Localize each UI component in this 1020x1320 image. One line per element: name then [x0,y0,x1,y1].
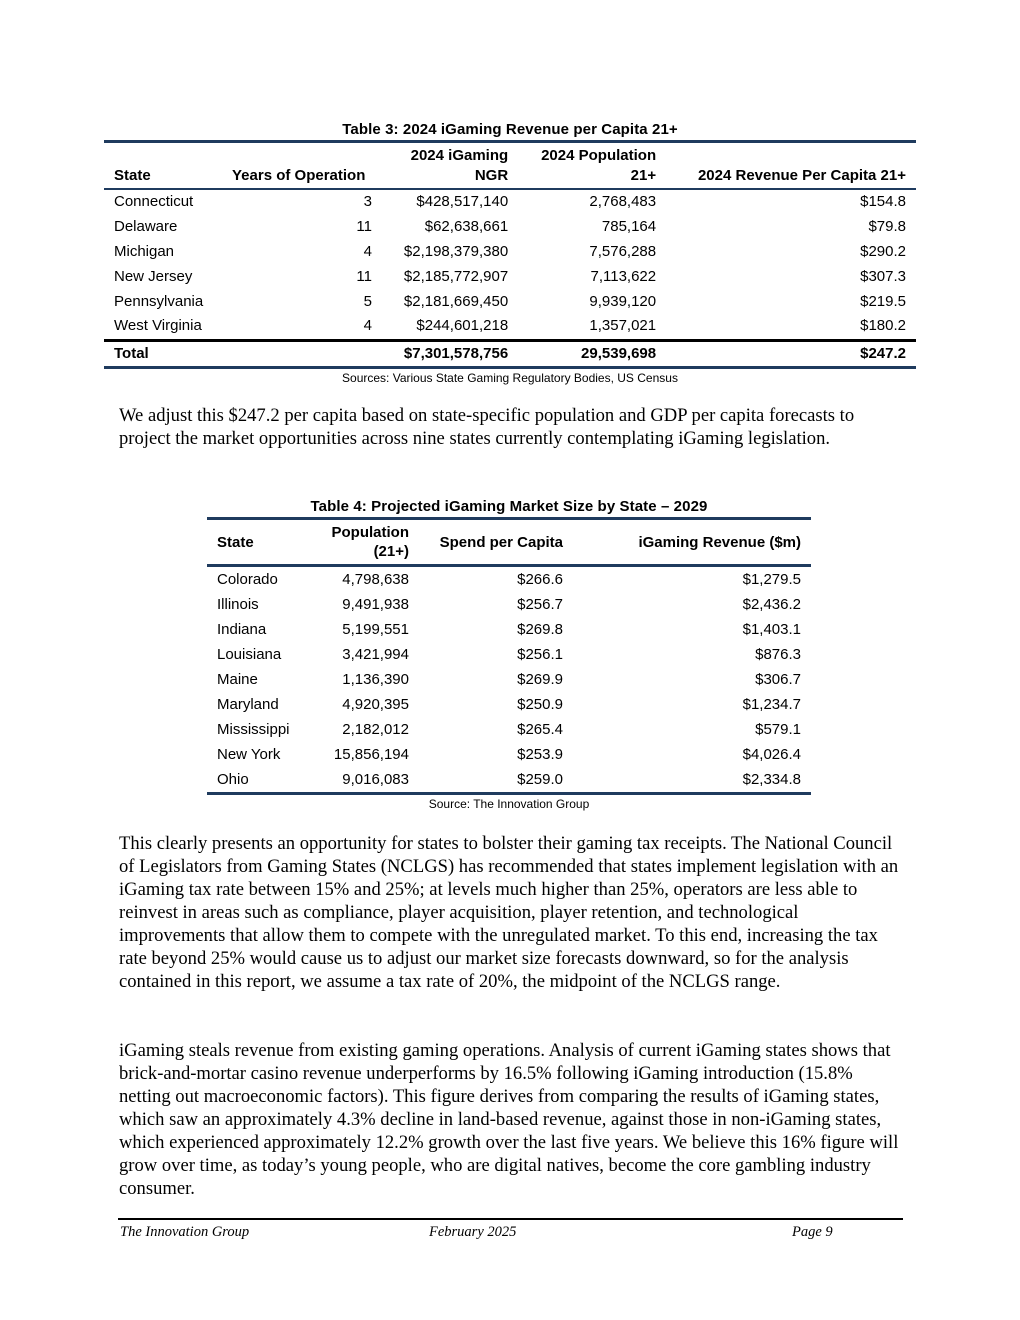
cell-spend: $250.9 [517,696,563,713]
footer-date: February 2025 [429,1224,517,1240]
cell-population: 1,136,390 [342,671,409,688]
cell-state: Colorado [217,571,278,588]
cell-population: 1,357,021 [589,317,657,335]
body-paragraph-2: This clearly presents an opportunity for states to bolster their gaming tax receipts. The National Council of Legislators from Gaming States (NCLGS) has recommended that states implement legislation with an iGaming tax rate between 15% and 25%; at levels much higher than 25%, operators are less able to reinvest in areas such as compliance, player acquisition, player retention, and technological improvements that allow them to compete with the unregulated market. To this end, increasing the tax rate beyond 25% would cause us to adjust our market size forecasts downward, so for the analysis contained in this report, we assume a tax rate of 20%, the midpoint of the NCLGS range. [119,833,899,992]
cell-population: 7,113,622 [590,267,657,285]
cell-spend: $259.0 [419,767,573,794]
col-header-state: State [207,520,307,566]
cell-state: Louisiana [217,646,282,663]
table-4-caption: Table 4: Projected iGaming Market Size by State – 2029 [310,498,708,515]
cell-state: Michigan [114,242,175,260]
col-header-pop-line2: 21+ [630,167,657,184]
table-row [207,667,811,692]
body-paragraph-1: We adjust this $247.2 per capita based on state-specific population and GDP per capita forecasts to project the market opportunities across nine states currently contemplating iGaming legislation. [119,405,855,449]
table-3 [104,121,916,385]
cell-years: 3 [363,193,372,211]
body-paragraph-3: iGaming steals revenue from existing gaming operations. Analysis of current iGaming states shows that brick-and-mortar casino revenue underperforms by 16.5% following iGaming introduction (15.8% netting out macroeconomic factors). This figure derives from comparing the results of iGaming states, which saw an approximately 4.3% decline in land-based revenue, against those in non-iGaming states, which experienced approximately 12.2% growth over the last five years. We believe this 16% figure will grow over time, as today’s young people, who are digital natives, become the core gambling industry consumer. [119,1040,899,1199]
cell-spend: $269.9 [517,671,563,688]
cell-ngr: $428,517,140 [416,193,509,211]
table-row [207,742,811,767]
cell-state: West Virginia [114,317,202,335]
cell-state: Connecticut [114,193,194,211]
col-header-pop-line2: (21+) [373,543,409,560]
cell-population: 9,016,083 [307,767,419,794]
cell-revenue: $876.3 [755,646,801,663]
col-header-population [307,520,419,566]
cell-state: New York [217,746,281,763]
cell-spend: $269.8 [517,621,563,638]
cell-state: Ohio [207,767,307,794]
col-header-spend: Spend per Capita [419,520,573,566]
table-row [207,566,811,593]
cell-per-capita: $180.2 [860,317,906,335]
cell-spend: $265.4 [517,721,563,738]
table-header-row [104,143,916,189]
table-row [207,692,811,717]
cell-state: New Jersey [114,267,193,285]
cell-revenue: $306.7 [755,671,801,688]
cell-state: Maryland [217,696,279,713]
cell-total-years [222,340,382,367]
table-4 [207,498,811,811]
cell-revenue: $1,403.1 [742,621,801,638]
col-header-state: State [104,143,222,189]
col-header-ngr-line1: 2024 iGaming [410,147,509,164]
table-row [207,617,811,642]
cell-total-population: 29,539,698 [518,340,666,367]
table-3-grid [104,140,916,369]
cell-population: 7,576,288 [589,242,657,260]
cell-per-capita: $219.5 [860,292,906,310]
cell-population: 2,768,483 [589,193,657,211]
cell-population: 3,421,994 [342,646,409,663]
footer-page-number: Page 9 [792,1224,833,1240]
cell-population: 15,856,194 [333,746,409,763]
cell-ngr: $62,638,661 [424,218,509,236]
table-row [207,717,811,742]
table-header-row [207,520,811,566]
cell-state: Indiana [217,621,267,638]
cell-population: 5,199,551 [342,621,409,638]
cell-spend: $266.6 [517,571,563,588]
cell-revenue: $2,334.8 [573,767,811,794]
footer-organization: The Innovation Group [120,1224,250,1240]
cell-population: 4,920,395 [342,696,409,713]
cell-total-per-capita: $247.2 [666,340,916,367]
table-3-source: Sources: Various State Gaming Regulatory Bodies, US Census [342,370,678,385]
cell-spend: $253.9 [517,746,563,763]
col-header-per-capita: 2024 Revenue Per Capita 21+ [666,143,916,189]
cell-years: 4 [363,317,372,335]
cell-state: Pennsylvania [114,292,204,310]
col-header-ngr [382,143,518,189]
table-row [104,215,916,240]
cell-population: 9,491,938 [342,596,409,613]
table-3-caption: Table 3: 2024 iGaming Revenue per Capita 21+ [342,121,678,138]
cell-ngr: $2,181,669,450 [403,292,509,310]
col-header-years: Years of Operation [222,143,382,189]
cell-revenue: $579.1 [755,721,801,738]
cell-total-label: Total [104,340,222,367]
col-header-population [518,143,666,189]
cell-state: Maine [217,671,258,688]
cell-state: Mississippi [217,721,290,738]
cell-revenue: $1,234.7 [742,696,801,713]
cell-state: Delaware [114,218,178,236]
col-header-pop-line1: 2024 Population [541,147,657,164]
table-total-row [104,340,916,367]
cell-population: 9,939,120 [589,292,657,310]
table-row [104,240,916,265]
cell-total-ngr: $7,301,578,756 [382,340,518,367]
cell-years: 11 [356,218,372,236]
table-row [207,642,811,667]
cell-ngr: $244,601,218 [416,317,509,335]
cell-revenue: $1,279.5 [742,571,801,588]
table-row [104,264,916,289]
cell-per-capita: $307.3 [860,267,906,285]
cell-state: Illinois [217,596,259,613]
table-row [104,189,916,215]
cell-per-capita: $290.2 [860,242,906,260]
col-header-pop-line1: Population [331,524,409,541]
cell-spend: $256.1 [517,646,563,663]
table-4-grid [207,517,811,795]
cell-revenue: $2,436.2 [742,596,801,613]
cell-revenue: $4,026.4 [742,746,801,763]
table-row [207,767,811,794]
cell-population: 2,182,012 [342,721,409,738]
cell-years: 5 [363,292,372,310]
page-footer [118,1218,903,1240]
col-header-ngr-line2: NGR [474,167,509,184]
table-row [104,289,916,314]
cell-years: 4 [363,242,372,260]
cell-ngr: $2,198,379,380 [403,242,509,260]
cell-spend: $256.7 [517,596,563,613]
cell-population: 4,798,638 [342,571,409,588]
table-row [207,592,811,617]
table-4-source: Source: The Innovation Group [428,797,590,811]
col-header-revenue: iGaming Revenue ($m) [573,520,811,566]
cell-per-capita: $154.8 [860,193,906,211]
table-row [104,314,916,340]
cell-population: 785,164 [601,218,657,236]
cell-ngr: $2,185,772,907 [403,267,509,285]
cell-years: 11 [356,267,372,285]
cell-per-capita: $79.8 [868,218,906,236]
